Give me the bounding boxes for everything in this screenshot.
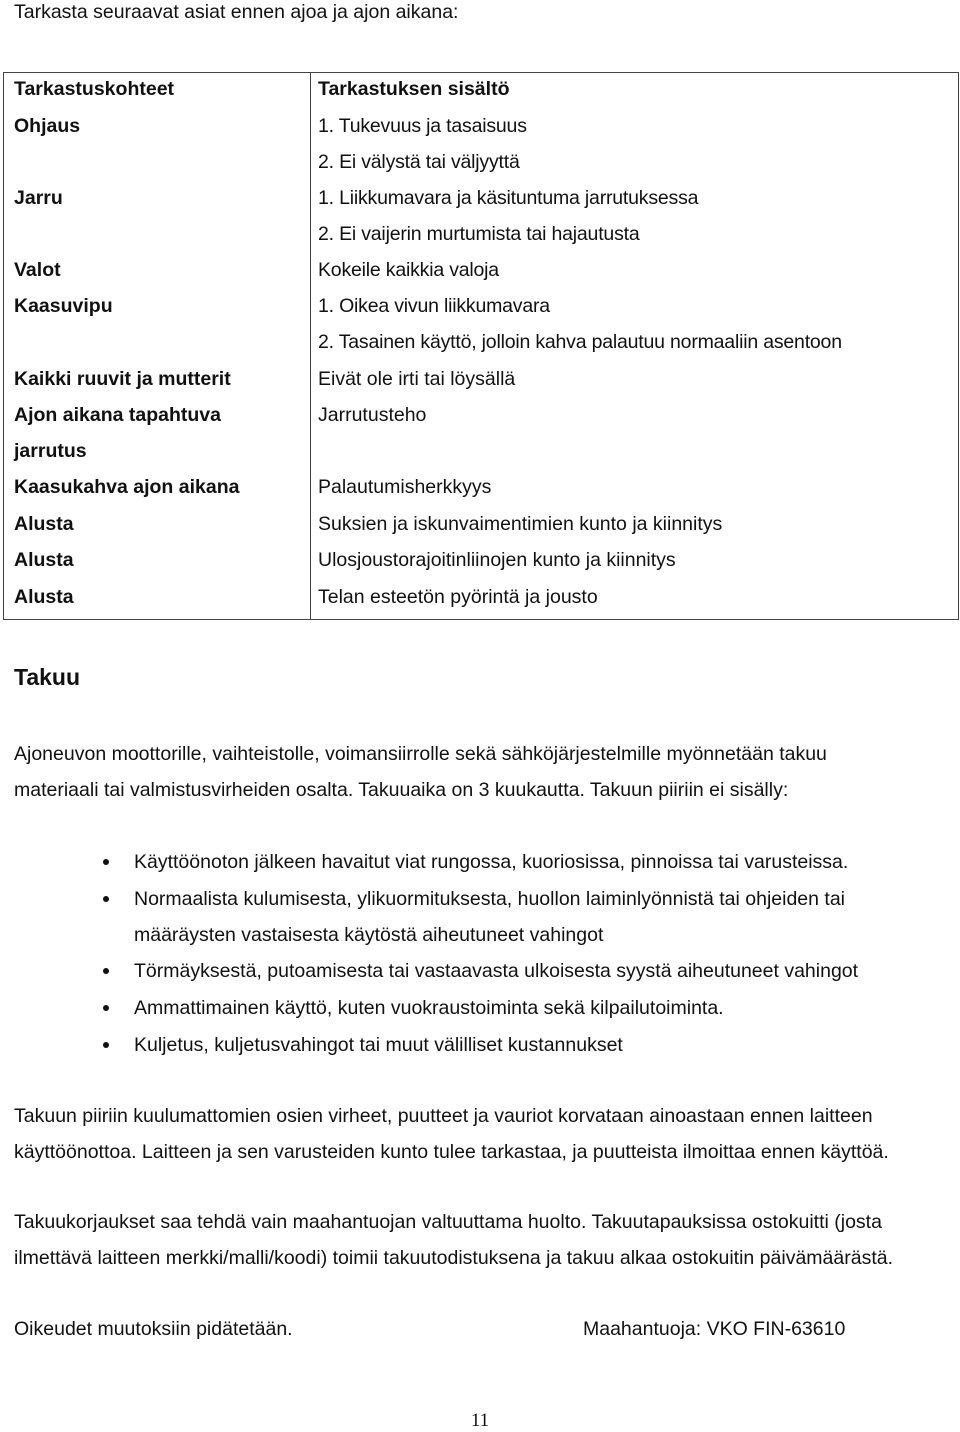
list-item: Kuljetus, kuljetusvahingot tai muut välilliset kustannukset xyxy=(134,1034,623,1056)
table-row-left: Valot xyxy=(14,259,61,281)
table-row-right: Kokeile kaikkia valoja xyxy=(318,259,499,281)
table-row-right: 2. Tasainen käyttö, jolloin kahva palautuu normaaliin asentoon xyxy=(318,331,842,353)
paragraph-line: ilmettävä laitteen merkki/malli/koodi) toimii takuutodistuksena ja takuu alkaa ostokuitin päivämäärästä. xyxy=(14,1247,894,1269)
list-item-continuation: määräysten vastaisesta käytöstä aiheutuneet vahingot xyxy=(134,924,604,946)
section-heading: Takuu xyxy=(14,664,81,690)
intro-text: Tarkasta seuraavat asiat ennen ajoa ja ajon aikana: xyxy=(14,1,459,23)
paragraph-line: Ajoneuvon moottorille, vaihteistolle, voimansiirrolle sekä sähköjärjestelmille myönnetään takuu xyxy=(14,743,827,765)
rights-reserved: Oikeudet muutoksiin pidätetään. xyxy=(14,1318,293,1340)
table-row-left: Jarru xyxy=(14,187,63,209)
table-row-left: Alusta xyxy=(14,549,74,571)
table-row-right: 1. Tukevuus ja tasaisuus xyxy=(318,115,527,137)
table-row-right: 2. Ei vaijerin murtumista tai hajautusta xyxy=(318,223,640,245)
bullet-icon xyxy=(103,896,109,902)
paragraph-line: materiaali tai valmistusvirheiden osalta. Takuuaika on 3 kuukautta. Takuun piiriin ei sisälly: xyxy=(14,779,789,801)
bullet-icon xyxy=(103,1005,109,1011)
table-row-left: Kaikki ruuvit ja mutterit xyxy=(14,368,231,390)
table-row-left: Kaasuvipu xyxy=(14,295,113,317)
table-row-left: Alusta xyxy=(14,513,74,535)
table-row-right: 1. Liikkumavara ja käsituntuma jarrutuksessa xyxy=(318,187,699,209)
paragraph-line: käyttöönottoa. Laitteen ja sen varusteiden kunto tulee tarkastaa, ja puutteista ilmoittaa ennen käyttöä. xyxy=(14,1141,889,1163)
table-column-divider xyxy=(310,73,311,619)
paragraph-line: Takuun piiriin kuulumattomien osien virheet, puutteet ja vauriot korvataan ainoastaan ennen laitteen xyxy=(14,1105,873,1127)
table-header-right: Tarkastuksen sisältö xyxy=(318,78,510,100)
table-row-right: Suksien ja iskunvaimentimien kunto ja kiinnitys xyxy=(318,513,723,535)
table-row-left: Ohjaus xyxy=(14,115,81,137)
bullet-icon xyxy=(103,1042,109,1048)
table-row-left: Kaasukahva ajon aikana xyxy=(14,476,240,498)
list-item: Törmäyksestä, putoamisesta tai vastaavasta ulkoisesta syystä aiheutuneet vahingot xyxy=(134,960,859,982)
table-header-left: Tarkastuskohteet xyxy=(14,78,175,100)
table-row-left: Alusta xyxy=(14,586,74,608)
bullet-icon xyxy=(103,859,109,865)
table-row-right: Eivät ole irti tai löysällä xyxy=(318,368,516,390)
table-row-left: jarrutus xyxy=(14,440,87,462)
page-number: 11 xyxy=(470,1410,490,1431)
importer-info: Maahantuoja: VKO FIN-63610 xyxy=(583,1318,846,1340)
bullet-icon xyxy=(103,968,109,974)
list-item: Ammattimainen käyttö, kuten vuokraustoiminta sekä kilpailutoiminta. xyxy=(134,997,724,1019)
table-row-right: Jarrutusteho xyxy=(318,404,427,426)
table-row-right: Telan esteetön pyörintä ja jousto xyxy=(318,586,598,608)
table-row-right: Palautumisherkkyys xyxy=(318,476,492,498)
table-row-right: Ulosjoustorajoitinliinojen kunto ja kiinnitys xyxy=(318,549,676,571)
table-row-right: 1. Oikea vivun liikkumavara xyxy=(318,295,550,317)
table-row-left: Ajon aikana tapahtuva xyxy=(14,404,221,426)
list-item: Normaalista kulumisesta, ylikuormituksesta, huollon laiminlyönnistä tai ohjeiden tai xyxy=(134,888,845,910)
table-row-right: 2. Ei välystä tai väljyyttä xyxy=(318,151,520,173)
paragraph-line: Takuukorjaukset saa tehdä vain maahantuojan valtuuttama huolto. Takuutapauksissa ostokuitti (josta xyxy=(14,1211,882,1233)
list-item: Käyttöönoton jälkeen havaitut viat rungossa, kuoriosissa, pinnoissa tai varusteissa. xyxy=(134,851,849,873)
